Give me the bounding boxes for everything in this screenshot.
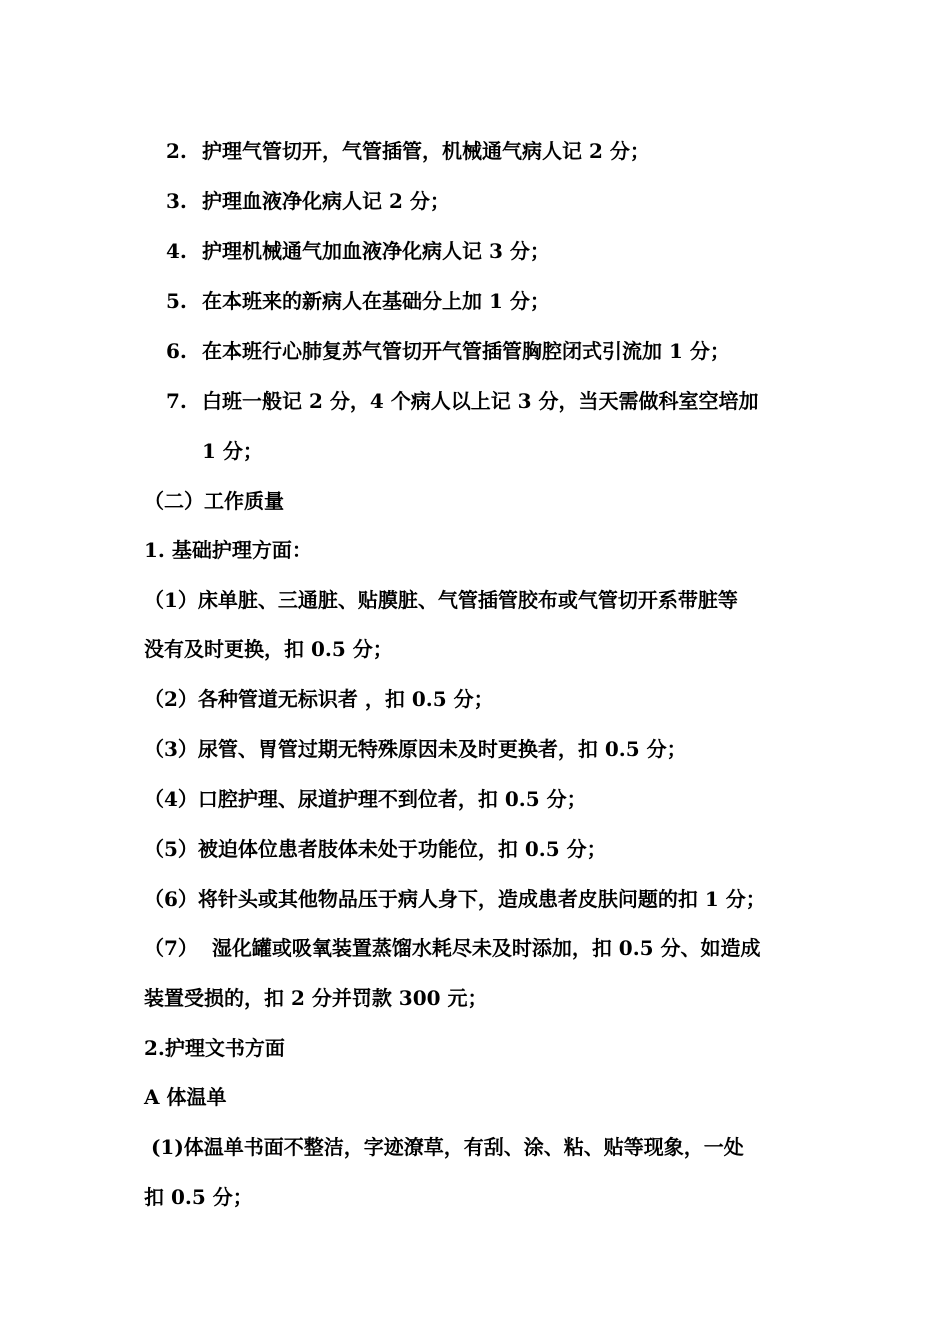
paragraph-text: 扣 0.5 分； (144, 1185, 253, 1209)
paragraph-text: （1）床单脏、三通脏、贴膜脏、气管插管胶布或气管切开系带脏等 (144, 588, 738, 612)
subsection-heading-text: 1. 基础护理方面： (144, 538, 312, 562)
paragraph-text: (1)体温单书面不整洁，字迹潦草，有刮、涂、粘、贴等现象，一处 (144, 1135, 744, 1159)
sub-subsection-heading-text: A 体温单 (144, 1085, 227, 1109)
section-heading-text: （二）工作质量 (144, 489, 284, 513)
list-text: 在本班行心肺复苏气管切开气管插管胸腔闭式引流加 1 分； (202, 339, 730, 363)
list-number: 6. (166, 339, 187, 363)
paragraph-text: 没有及时更换，扣 0.5 分； (144, 637, 393, 661)
paragraph-text: （4）口腔护理、尿道护理不到位者，扣 0.5 分； (144, 787, 587, 811)
list-text: 1 分； (202, 439, 263, 463)
paragraph-text: 装置受损的，扣 2 分并罚款 300 元； (144, 986, 488, 1010)
list-text: 在本班来的新病人在基础分上加 1 分； (202, 289, 550, 313)
list-text: 护理血液净化病人记 2 分； (202, 189, 450, 213)
subsection-heading-text: 2.护理文书方面 (144, 1036, 285, 1060)
list-text: 护理机械通气加血液净化病人记 3 分； (202, 239, 550, 263)
paragraph-text: （3）尿管、胃管过期无特殊原因未及时更换者，扣 0.5 分； (144, 737, 687, 761)
list-number: 2. (166, 139, 187, 163)
list-number: 3. (166, 189, 187, 213)
paragraph-text: （5）被迫体位患者肢体未处于功能位，扣 0.5 分； (144, 837, 607, 861)
list-number: 5. (166, 289, 187, 313)
paragraph-text: （2）各种管道无标识者 ，扣 0.5 分； (144, 687, 494, 711)
paragraph-text: （6）将针头或其他物品压于病人身下，造成患者皮肤问题的扣 1 分； (144, 887, 766, 911)
list-number: 7. (166, 389, 187, 413)
list-number: 4. (166, 239, 187, 263)
paragraph-text: （7） 湿化罐或吸氧装置蒸馏水耗尽未及时添加，扣 0.5 分、如造成 (144, 936, 761, 960)
list-text: 护理气管切开，气管插管，机械通气病人记 2 分； (202, 139, 650, 163)
list-text: 白班一般记 2 分，4 个病人以上记 3 分，当天需做科室空培加 (202, 389, 759, 413)
